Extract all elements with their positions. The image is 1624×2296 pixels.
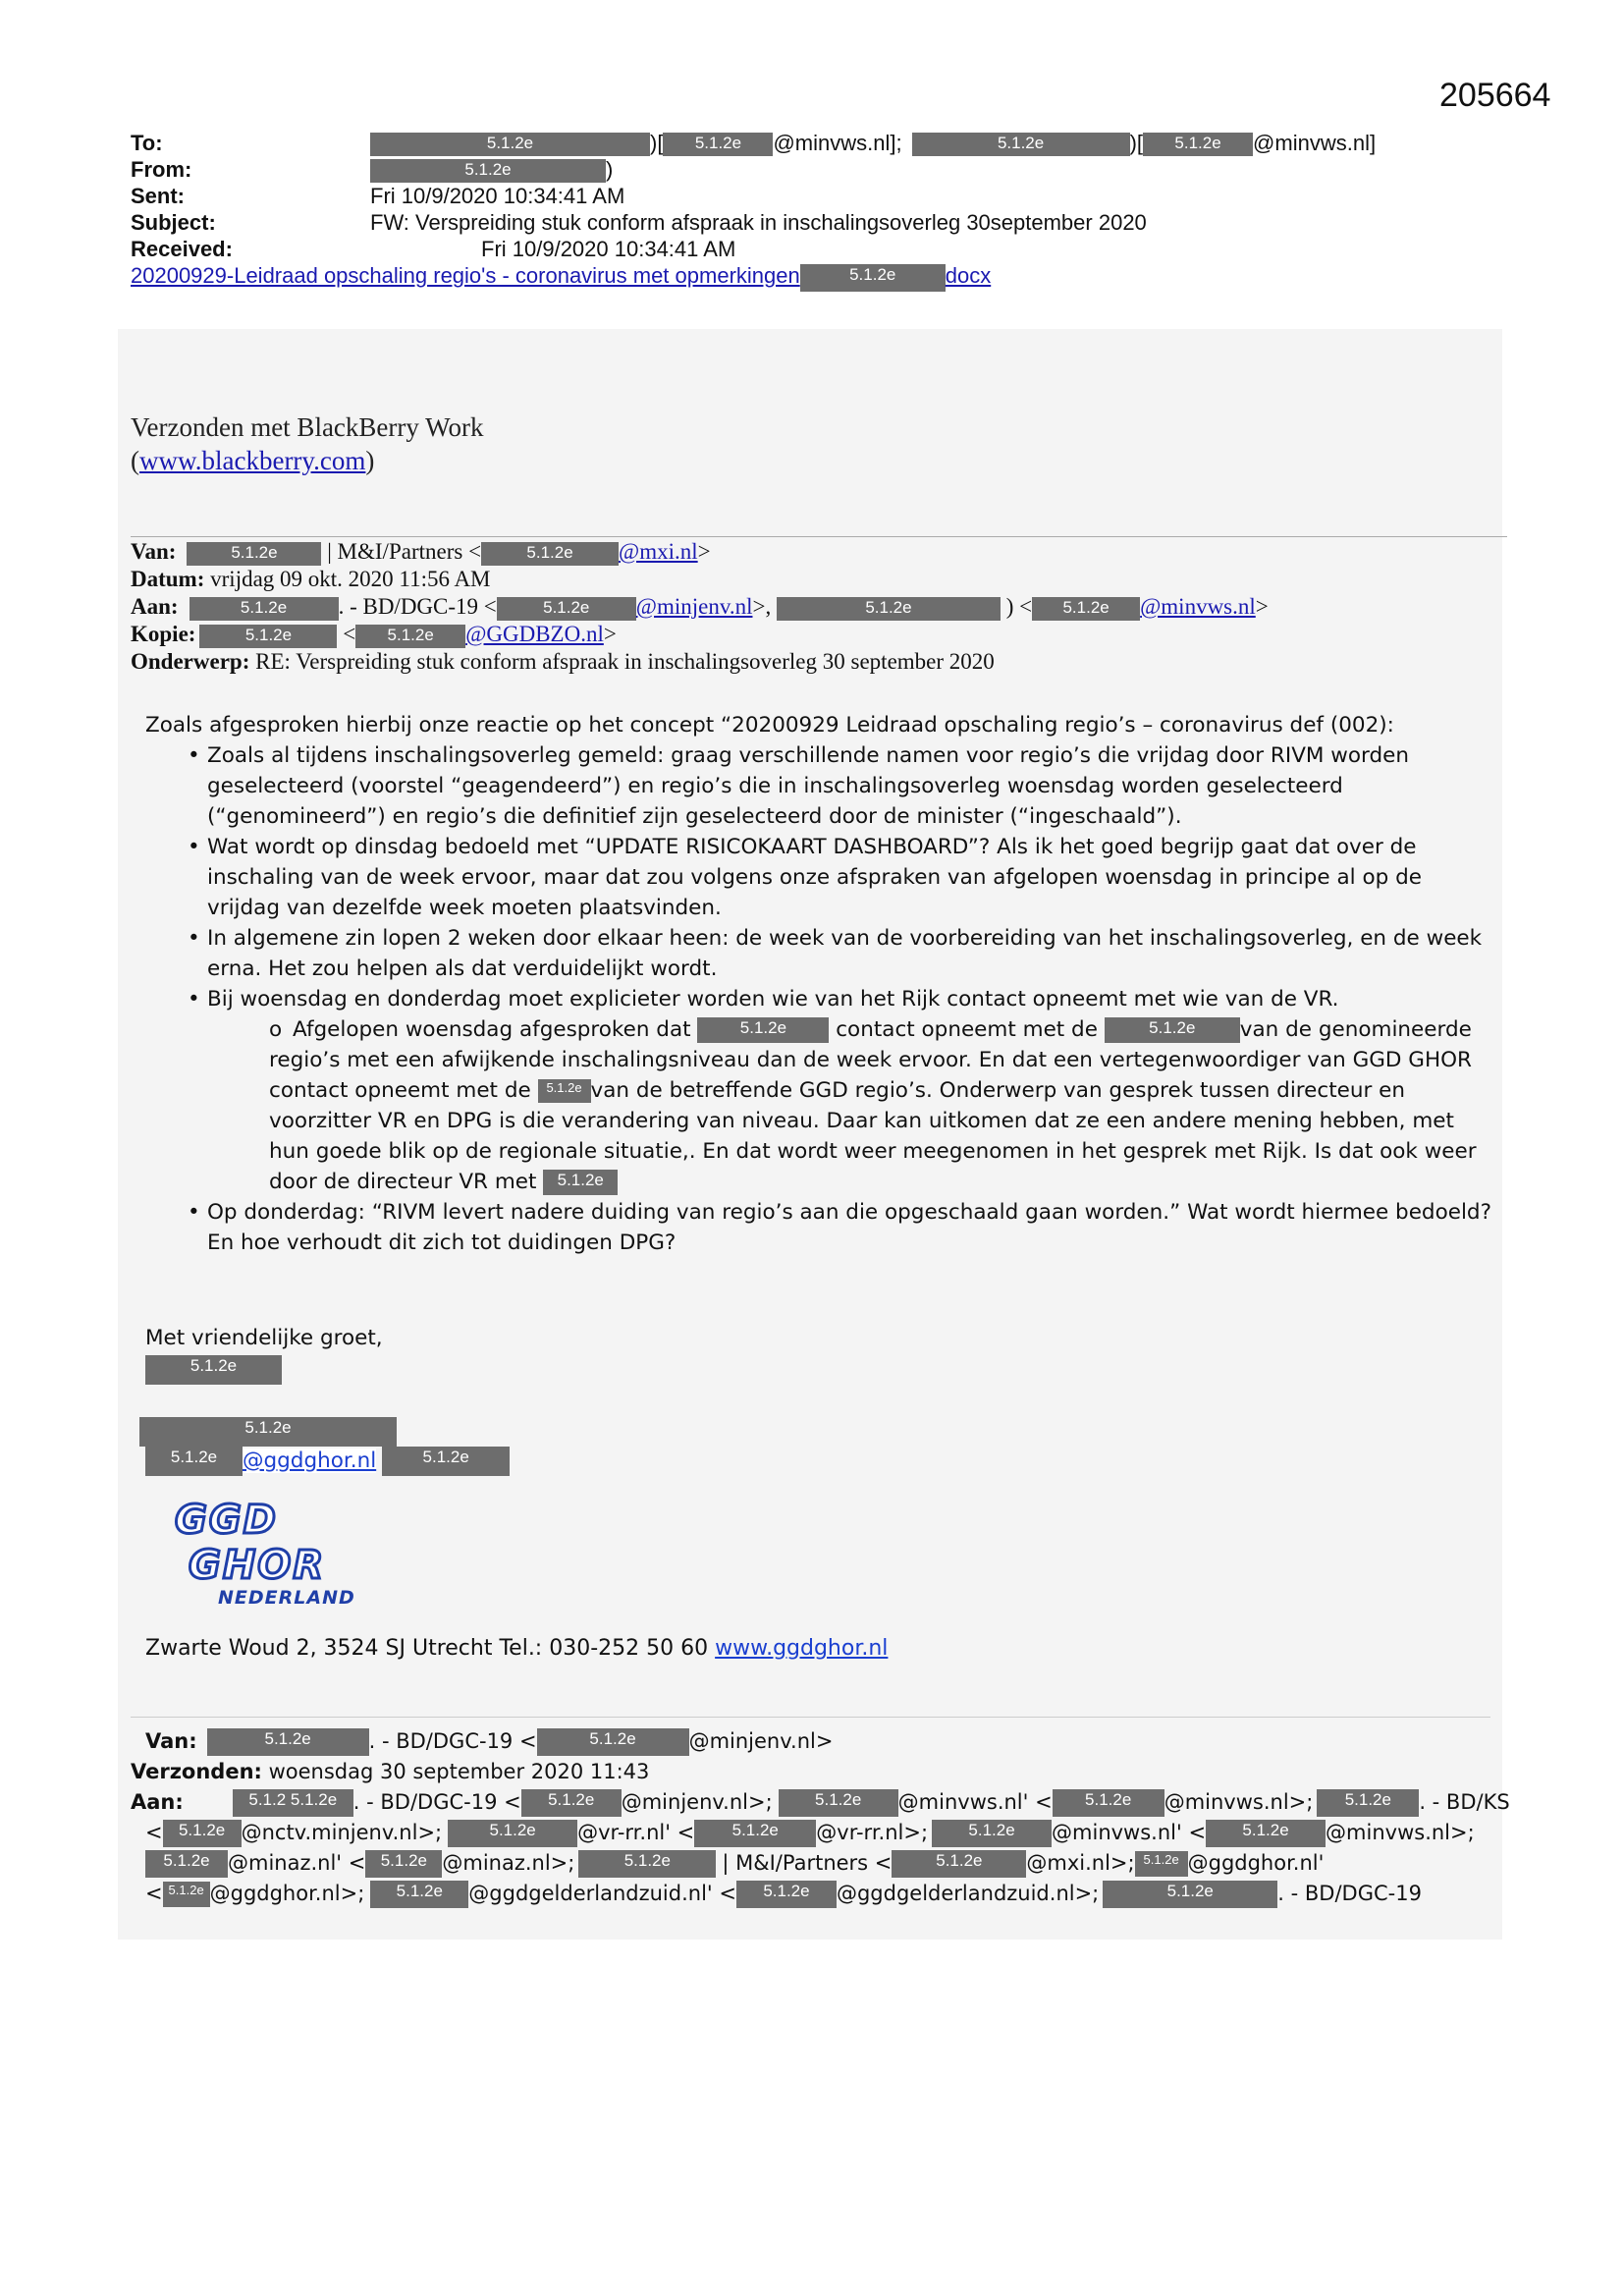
paren-open: ( <box>131 446 139 475</box>
redaction-box: 5.1.2e <box>497 597 636 621</box>
message1-header <box>131 538 1269 676</box>
aan-link[interactable]: @minvws.nl <box>1140 594 1256 619</box>
verzonden-value: woensdag 30 september 2020 11:43 <box>261 1760 650 1783</box>
signature-greeting: Met vriendelijke groet, <box>145 1326 383 1350</box>
redaction-box: 5.1.2e <box>537 1728 689 1756</box>
attachment-link-ext[interactable]: docx <box>945 263 992 289</box>
aan-text: @minaz.nl' < <box>228 1851 366 1875</box>
datum-value: vrijdag 09 okt. 2020 11:56 AM <box>204 567 491 591</box>
subject-label: Subject: <box>131 210 216 236</box>
van-text: @minjenv.nl> <box>688 1729 834 1753</box>
list-item <box>207 984 1495 1197</box>
redaction-box: 5.1.2e <box>1103 1881 1277 1908</box>
address-text: Zwarte Woud 2, 3524 SJ Utrecht Tel.: 030-252 50 60 <box>145 1636 716 1661</box>
sub-list <box>207 1014 1495 1197</box>
sent-value: Fri 10/9/2020 10:34:41 AM <box>370 184 625 209</box>
message-body <box>145 710 1495 1258</box>
to-text: )[ <box>650 131 664 155</box>
received-row <box>131 236 1376 262</box>
website-link[interactable]: www.ggdghor.nl <box>715 1636 889 1661</box>
redaction-box: 5.1.2e <box>199 625 337 648</box>
van-row <box>131 538 1269 566</box>
redaction-box: 5.1.2e <box>163 1882 210 1907</box>
sub-text: contact opneemt met de <box>829 1017 1105 1042</box>
redaction-box: 5.1.2e <box>145 1355 282 1385</box>
aan-row-4 <box>131 1879 1510 1909</box>
redaction-box: 5.1.2e <box>1206 1820 1326 1847</box>
redaction-box: 5.1.2e <box>370 133 650 156</box>
received-value: Fri 10/9/2020 10:34:41 AM <box>481 237 736 262</box>
onderwerp-label: Onderwerp: <box>131 649 250 674</box>
redaction-box: 5.1.2e <box>355 625 465 648</box>
onderwerp-row <box>131 648 1269 676</box>
ggd-ghor-logo <box>165 1498 381 1615</box>
from-text: ) <box>606 157 614 183</box>
redaction-box: 5.1.2e <box>932 1820 1052 1847</box>
aan-text: < <box>145 1882 163 1905</box>
aan-text: . - BD/DGC-19 <box>1277 1882 1422 1905</box>
aan-row-3 <box>131 1848 1510 1879</box>
blackberry-signature <box>131 410 483 477</box>
subject-value: FW: Verspreiding stuk conform afspraak in inschalingsoverleg 30september 2020 <box>370 210 1147 236</box>
onderwerp-value: RE: Verspreiding stuk conform afspraak in inschalingsoverleg 30 september 2020 <box>249 649 995 674</box>
van-label: Van: <box>131 539 177 564</box>
divider <box>131 536 1507 537</box>
redaction-box: 5.1.2e <box>189 597 339 621</box>
received-label: Received: <box>131 237 233 262</box>
van-link[interactable]: @mxi.nl <box>619 539 698 564</box>
redaction-box: 5.1.2e <box>370 1881 468 1908</box>
list-item: • Op donderdag: “RIVM levert nadere duiding van regio’s aan die opgeschaald gaan worden.” Wat wordt hiermee bedoeld? En hoe verhoudt dit zich tot duidingen DPG? <box>207 1197 1495 1258</box>
sub-list-item <box>269 1014 1495 1197</box>
to-text: @minvws.nl] <box>1253 131 1377 155</box>
aan-text: @minaz.nl>; <box>442 1851 575 1875</box>
van-text: > <box>697 539 711 564</box>
address-row <box>145 1636 888 1661</box>
logo-text-ggd: GGD <box>175 1498 278 1543</box>
redaction-box: 5.1.2e <box>1032 597 1140 621</box>
intro-text: Zoals afgesproken hierbij onze reactie op het concept “20200929 Leidraad opschaling regio’s – coronavirus def (002): <box>145 713 1394 738</box>
redaction-box: 5.1.2e <box>139 1417 397 1447</box>
aan-text: @vr-rr.nl' < <box>577 1821 695 1844</box>
list-item: • In algemene zin lopen 2 weken door elkaar heen: de week van de voorbereiding van het inschalingsoverleg, en de week erna. Het zou helpen als dat verduidelijkt wordt. <box>207 923 1495 984</box>
redaction-box: 5.1.2e <box>892 1850 1026 1878</box>
redaction-box: 5.1.2e <box>538 1079 591 1103</box>
redaction-box: 5.1.2e <box>370 159 606 183</box>
aan-text: @ggdgelderlandzuid.nl' < <box>468 1882 736 1905</box>
blackberry-link[interactable]: www.blackberry.com <box>139 446 366 475</box>
signature-contact-row <box>145 1447 510 1476</box>
redaction-box: 5.1.2e <box>663 133 773 156</box>
sent-row <box>131 183 1376 209</box>
redaction-box: 5.1.2e <box>187 542 321 566</box>
kopie-row <box>131 621 1269 648</box>
aan-text: >, <box>752 594 777 619</box>
redaction-box: 5.1.2e <box>163 1820 242 1847</box>
aan-text: @nctv.minjenv.nl>; <box>241 1821 443 1844</box>
redaction-box: 5.1.2 5.1.2e <box>233 1789 353 1817</box>
van-label: Van: <box>145 1729 197 1753</box>
attachment-link[interactable]: 20200929-Leidraad opschaling regio's - coronavirus met opmerkingen <box>131 263 800 289</box>
aan-link[interactable]: @minjenv.nl <box>635 594 753 619</box>
redaction-box: 5.1.2e <box>365 1850 442 1878</box>
redaction-box: 5.1.2e <box>779 1789 898 1817</box>
redaction-box: 5.1.2e <box>1053 1789 1164 1817</box>
kopie-label: Kopie: <box>131 622 196 646</box>
kopie-text: > <box>603 622 617 646</box>
aan-text: @minvws.nl' < <box>897 1790 1053 1814</box>
aan-text: < <box>145 1821 163 1844</box>
redaction-box: 5.1.2e <box>777 597 1001 621</box>
van-text: . - BD/DGC-19 < <box>368 1729 537 1753</box>
datum-row <box>131 566 1269 593</box>
blackberry-link-row <box>131 444 483 477</box>
redaction-box: 5.1.2e <box>1105 1017 1240 1043</box>
kopie-text: < <box>337 622 356 646</box>
redaction-box: 5.1.2e <box>481 542 619 566</box>
kopie-link[interactable]: @GGDBZO.nl <box>465 622 604 646</box>
redaction-box: 5.1.2e <box>382 1447 510 1476</box>
redaction-box: 5.1.2e <box>697 1017 829 1043</box>
redaction-box: 5.1.2e <box>1135 1851 1188 1877</box>
document-number: 205664 <box>1439 77 1551 114</box>
verzonden-row <box>131 1757 1510 1787</box>
redaction-box: 5.1.2e <box>694 1820 816 1847</box>
to-row <box>131 130 1376 156</box>
aan-row-1 <box>131 1787 1510 1818</box>
aan-text: @minjenv.nl>; <box>621 1790 773 1814</box>
from-label: From: <box>131 157 192 183</box>
aan-text: @minvws.nl' < <box>1052 1821 1207 1844</box>
redaction-box: 5.1.2e <box>543 1170 618 1195</box>
divider <box>131 1717 1490 1718</box>
logo-graphic <box>165 1498 381 1615</box>
message2-header <box>131 1726 1510 1909</box>
redaction-box: 5.1.2e <box>521 1789 622 1817</box>
aan-text: @vr-rr.nl>; <box>816 1821 929 1844</box>
bullet4-text: Bij woensdag en donderdag moet explicieter worden wie van het Rijk contact opneemt met wie van de VR. <box>207 987 1339 1011</box>
aan-text: @minvws.nl>; <box>1326 1821 1475 1844</box>
to-text: @minvws.nl]; <box>773 131 902 155</box>
aan-label: Aan: <box>131 1790 184 1814</box>
paren-close: ) <box>365 446 375 475</box>
aan-text: . - BD/KS <box>1419 1790 1510 1814</box>
aan-text: @mxi.nl>; <box>1026 1851 1135 1875</box>
list-item: • Zoals al tijdens inschalingsoverleg gemeld: graag verschillende namen voor regio’s die vrijdag door RIVM worden geselecteerd (voorstel “geagendeerd”) en regio’s die in inschalingsoverleg woensdag worden geselecteerd (“genomineerd”) en regio’s die definitief zijn geselecteerd door de minister (“ingeschaald”). <box>207 740 1495 832</box>
aan-text: | M&I/Partners < <box>722 1851 893 1875</box>
redaction-box: 5.1.2e <box>912 133 1130 156</box>
redaction-box: 5.1.2e <box>207 1728 369 1756</box>
aan-row-2 <box>131 1818 1510 1848</box>
van-text: | M&I/Partners < <box>321 539 482 564</box>
sub-text: Afgelopen woensdag afgesproken dat <box>293 1017 698 1042</box>
redaction-box: 5.1.2e <box>578 1850 716 1878</box>
aan-text: @ggdghor.nl' <box>1187 1851 1325 1875</box>
blackberry-line: Verzonden met BlackBerry Work <box>131 412 484 442</box>
datum-label: Datum: <box>131 567 205 591</box>
aan-text: . - BD/DGC-19 < <box>338 594 497 619</box>
redaction-box: 5.1.2e <box>736 1881 837 1908</box>
verzonden-label: Verzonden: <box>131 1760 262 1783</box>
aan-text: @ggdghor.nl>; <box>209 1882 365 1905</box>
logo-text-nederland: NEDERLAND <box>218 1587 355 1609</box>
sent-label: Sent: <box>131 184 185 209</box>
sub-text: van de betreffende GGD regio’s. Onderwerp van gesprek tussen directeur en voorzitter VR en DPG is die verandering van niveau. Daar kan uitkomen dat ze een andere mening hebben, met hun goede blik op de regionale situatie,. En dat wordt weer meegenomen in het gesprek met Rijk. Is dat ook weer door de directeur VR met <box>269 1078 1477 1194</box>
aan-text: > <box>1255 594 1269 619</box>
bullet-list <box>145 740 1495 1258</box>
redaction-box: 5.1.2e <box>1143 133 1253 156</box>
aan-row <box>131 593 1269 621</box>
to-label: To: <box>131 131 163 155</box>
redaction-box: 5.1.2e <box>145 1850 228 1878</box>
van-row <box>131 1726 1510 1757</box>
sub-text: van de genomineerde regio’s met een afwijkende inschalingsniveau dan de week ervoor. En dat een vertegenwoordiger van GGD GHOR contact opneemt met de <box>269 1017 1472 1103</box>
aan-text: ) < <box>1000 594 1033 619</box>
attachment-row[interactable] <box>131 262 1376 291</box>
redaction-box: 5.1.2e <box>800 264 946 292</box>
logo-text-ghor: GHOR <box>189 1543 326 1588</box>
aan-text: @ggdgelderlandzuid.nl>; <box>836 1882 1100 1905</box>
redaction-box: 5.1.2e <box>1317 1789 1419 1817</box>
from-row <box>131 156 1376 183</box>
subject-row <box>131 209 1376 236</box>
list-item: • Wat wordt op dinsdag bedoeld met “UPDATE RISICOKAART DASHBOARD”? Als ik het goed begrijp gaat dat over de inschaling van de week ervoor, maar dat zou volgens onze afspraken van afgelopen woensdag in principe al op de vrijdag van dezelfde week moeten plaatsvinden. <box>207 832 1495 923</box>
outer-header <box>131 130 1376 292</box>
to-text: )[ <box>1129 131 1144 155</box>
aan-text: . - BD/DGC-19 < <box>352 1790 521 1814</box>
redaction-box: 5.1.2e <box>448 1820 577 1847</box>
email-link[interactable]: @ggdghor.nl <box>243 1449 377 1473</box>
aan-text: @minvws.nl>; <box>1164 1790 1314 1814</box>
aan-label: Aan: <box>131 594 179 619</box>
redaction-box: 5.1.2e <box>145 1447 243 1476</box>
